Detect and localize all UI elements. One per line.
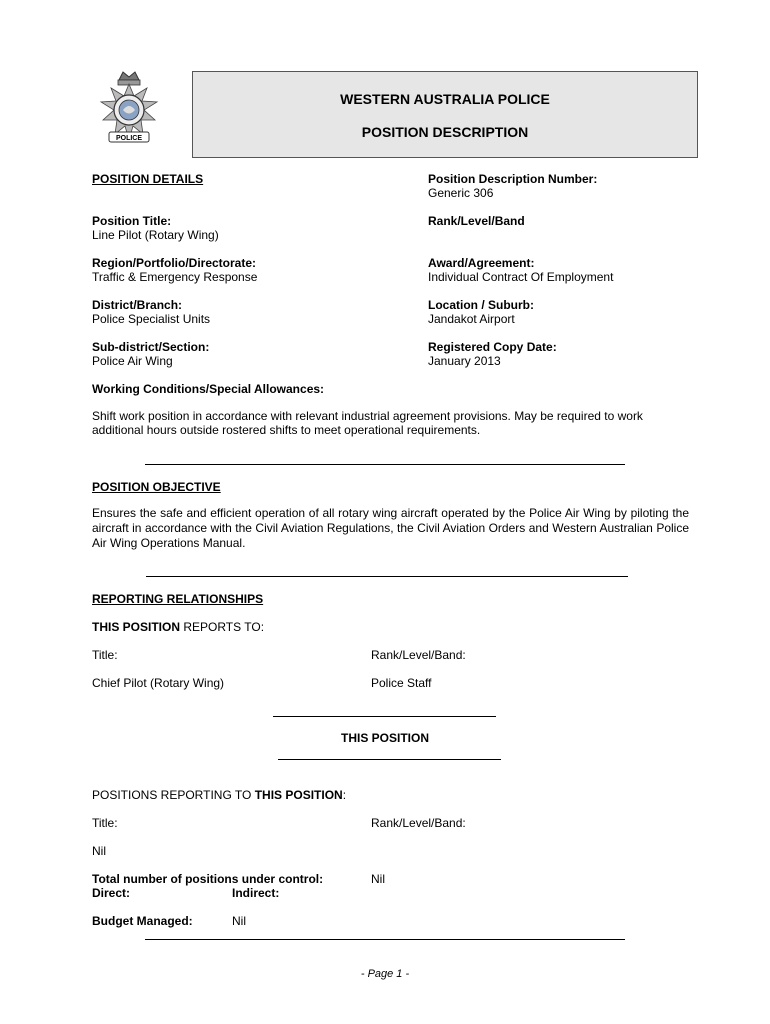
district-block (92, 298, 210, 326)
position-objective-heading: POSITION OBJECTIVE (92, 480, 221, 494)
pd-number-value: Generic 306 (428, 186, 494, 200)
svg-text:POLICE: POLICE (115, 135, 143, 142)
page-number: - Page 1 - (360, 968, 410, 980)
reports-to-heading: THIS POSITION REPORTS TO: (92, 620, 265, 634)
police-crest-logo (93, 70, 165, 152)
position-title-value: Line Pilot (Rotary Wing) (92, 228, 219, 242)
location-block (428, 298, 534, 326)
position-title-label: Position Title: (92, 214, 172, 228)
reports-to-rank-value: Police Staff (371, 676, 432, 690)
award-block (428, 256, 613, 284)
reports-to-title-value: Chief Pilot (Rotary Wing) (92, 676, 225, 690)
award-value: Individual Contract Of Employment (428, 270, 614, 284)
section-divider (145, 939, 625, 940)
position-details-heading: POSITION DETAILS (92, 172, 204, 186)
subdistrict-value: Police Air Wing (92, 354, 173, 368)
reporting-relationships-heading: REPORTING RELATIONSHIPS (92, 592, 264, 606)
pd-number-label: Position Description Number: (428, 172, 598, 186)
district-label: District/Branch: (92, 298, 183, 312)
indirect-label: Indirect: (232, 886, 280, 900)
organisation-title: WESTERN AUSTRALIA POLICE (340, 91, 550, 107)
subdistrict-block (92, 340, 209, 368)
this-position-top-line (273, 716, 496, 717)
region-label: Region/Portfolio/Directorate: (92, 256, 257, 270)
positions-reporting-heading: POSITIONS REPORTING TO THIS POSITION: (92, 788, 347, 802)
reports-to-rank-label: Rank/Level/Band: (371, 648, 466, 662)
region-value: Traffic & Emergency Response (92, 270, 258, 284)
subordinate-title-label: Title: (92, 816, 118, 830)
this-position-bottom-line (278, 759, 501, 760)
location-value: Jandakot Airport (428, 312, 515, 326)
working-conditions-text: Shift work position in accordance with relevant industrial agreement provisions. May be required to work additional hours outside rostered shifts to meet operational requirements. (92, 409, 643, 437)
budget-managed-value: Nil (232, 914, 246, 928)
budget-managed-label: Budget Managed: (92, 914, 193, 928)
subordinate-nil: Nil (92, 844, 106, 858)
document-header-box (192, 71, 698, 158)
working-conditions-label: Working Conditions/Special Allowances: (92, 382, 325, 396)
pd-number-block (428, 172, 597, 200)
section-divider (145, 464, 625, 465)
this-position-label: THIS POSITION (340, 731, 429, 745)
subdistrict-label: Sub-district/Section: (92, 340, 210, 354)
district-value: Police Specialist Units (92, 312, 211, 326)
reports-to-title-label: Title: (92, 648, 118, 662)
document-type-title: POSITION DESCRIPTION (361, 124, 529, 140)
copy-date-value: January 2013 (428, 354, 501, 368)
position-title-block (92, 214, 219, 242)
subordinate-rank-label: Rank/Level/Band: (371, 816, 466, 830)
total-positions-label: Total number of positions under control: (92, 872, 324, 886)
total-positions-value: Nil (371, 872, 385, 886)
copy-date-block (428, 340, 557, 368)
location-label: Location / Suburb: (428, 298, 534, 312)
region-block (92, 256, 257, 284)
section-divider (146, 576, 628, 577)
rank-label: Rank/Level/Band (428, 214, 525, 228)
position-objective-text: Ensures the safe and efficient operation of all rotary wing aircraft operated by the Police Air Wing by piloting the aircraft in accordance with the Civil Aviation Regulations, the Civil Aviation Orders and Western Australian Police Air Wing Operations Manual. (92, 506, 689, 550)
direct-label: Direct: (92, 886, 131, 900)
copy-date-label: Registered Copy Date: (428, 340, 557, 354)
award-label: Award/Agreement: (428, 256, 535, 270)
